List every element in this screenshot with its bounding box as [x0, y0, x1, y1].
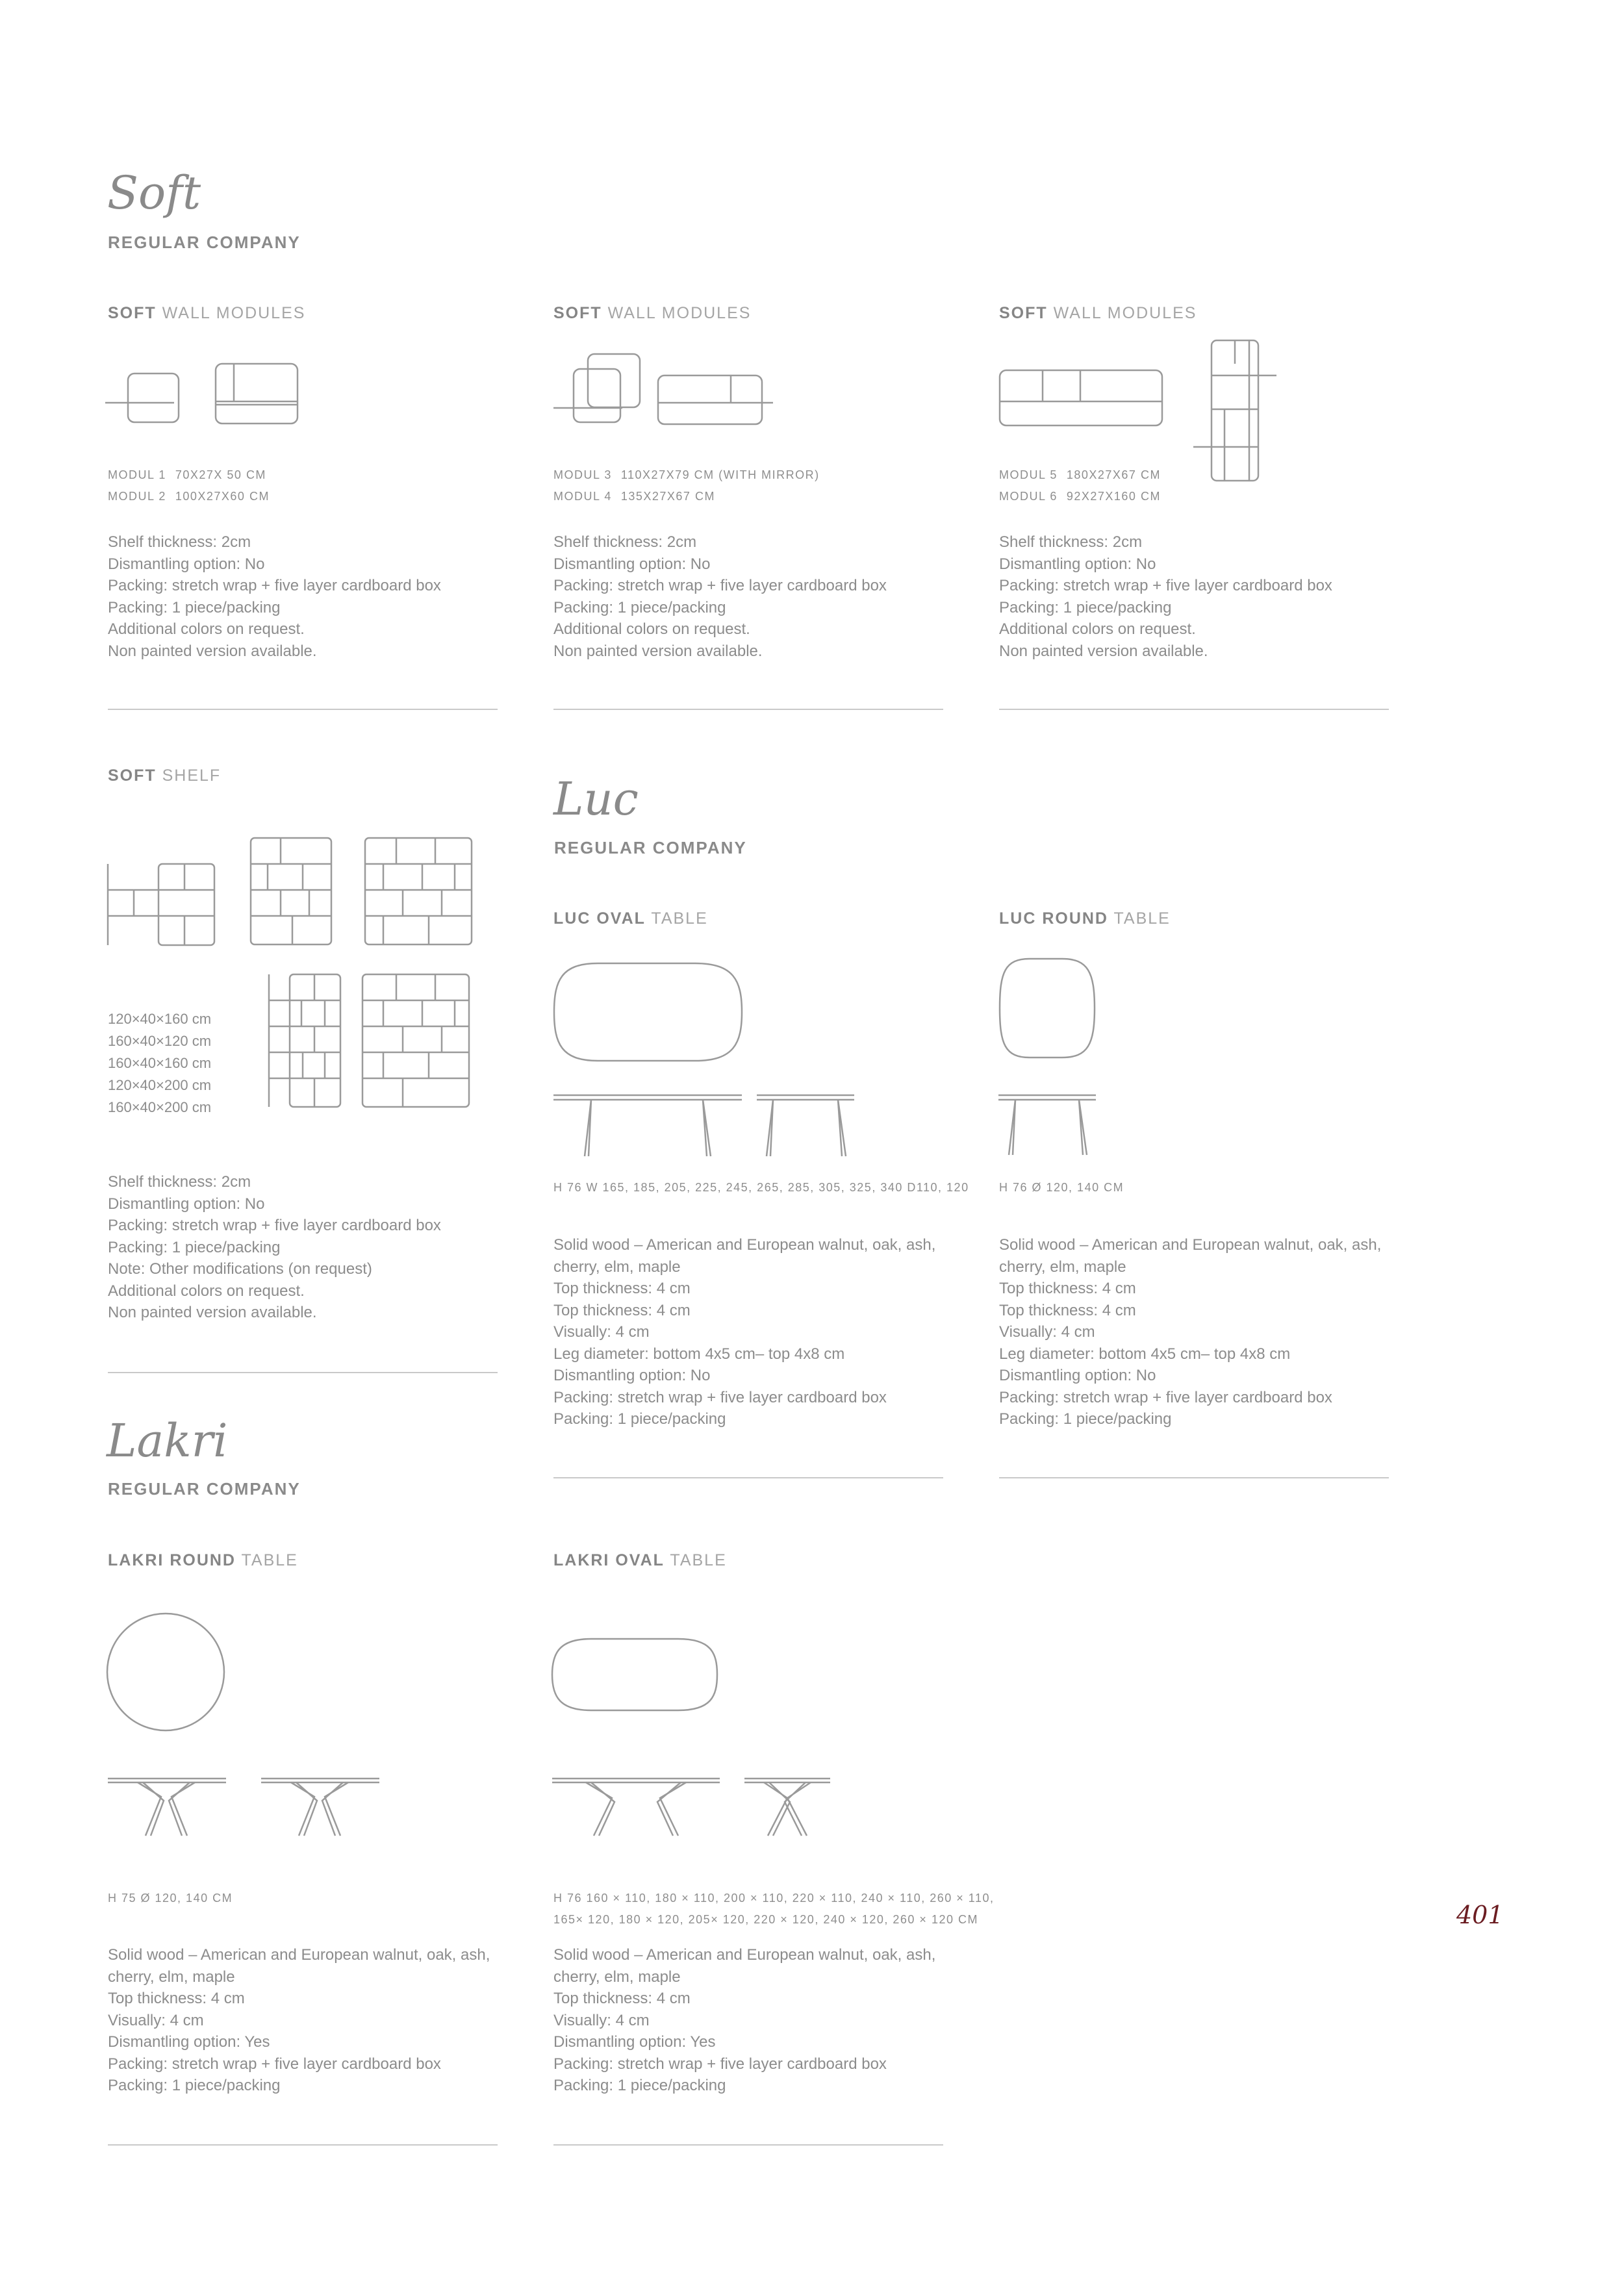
luc-company: REGULAR COMPANY	[554, 838, 747, 857]
soft-module-dims-1: MODUL 1 70X27X 50 CM MODUL 2 100X27X60 CM	[108, 468, 270, 503]
page-number: 401	[1456, 1901, 1504, 1929]
divider	[553, 709, 943, 710]
lakri-round-desc: Solid wood – American and European walnut, oak, ash, cherry, elm, maple Top thickness: 4 cm Visually: 4 cm Dismantling option: Yes Packing: stretch wrap + five layer cardboard box Packing: 1 piece/packing	[108, 1946, 490, 2094]
soft-wall-module-1-2-drawing	[104, 351, 312, 429]
soft-module-dims-3: MODUL 5 180X27X67 CM MODUL 6 92X27X160 CM	[999, 468, 1161, 503]
luc-round-heading: LUC ROUND TABLE	[999, 909, 1171, 928]
luc-oval-table-drawing	[552, 961, 864, 1163]
luc-round-desc: Solid wood – American and European walnut, oak, ash, cherry, elm, maple Top thickness: 4 cm Top thickness: 4 cm Visually: 4 cm Leg diameter: bottom 4x5 cm– top 4x8 cm Dismantling option: No Packing: stretch wrap + five layer cardboard box Packing: 1 piece/packing	[999, 1236, 1382, 1428]
divider	[553, 2144, 943, 2146]
soft-wall-module-3-4-drawing	[552, 351, 786, 435]
luc-round-table-drawing	[997, 956, 1114, 1164]
soft-shelf-sizes: 120×40×160 cm 160×40×120 cm 160×40×160 cm 120×40×200 cm 160×40×200 cm	[108, 1011, 212, 1115]
lakri-oval-table-drawing	[550, 1637, 835, 1845]
divider	[108, 709, 498, 710]
divider	[108, 1372, 498, 1373]
soft-wall-modules-heading-2: SOFT WALL MODULES	[553, 304, 752, 322]
lakri-oval-dims: H 76 160 × 110, 180 × 110, 200 × 110, 220 × 110, 240 × 110, 260 × 110, 165× 120, 180 × 120, 205× 120, 220 × 120, 240 × 120, 260 × 120 CM	[553, 1892, 995, 1926]
luc-oval-heading: LUC OVAL TABLE	[553, 909, 708, 928]
luc-round-dims: H 76 Ø 120, 140 CM	[999, 1181, 1124, 1194]
lakri-company: REGULAR COMPANY	[108, 1479, 301, 1499]
luc-oval-desc: Solid wood – American and European walnut, oak, ash, cherry, elm, maple Top thickness: 4 cm Top thickness: 4 cm Visually: 4 cm Leg diameter: bottom 4x5 cm– top 4x8 cm Dismantling option: No Packing: stretch wrap + five layer cardboard box Packing: 1 piece/packing	[553, 1236, 936, 1428]
divider	[108, 2144, 498, 2146]
lakri-oval-desc: Solid wood – American and European walnut, oak, ash, cherry, elm, maple Top thickness: 4 cm Visually: 4 cm Dismantling option: Yes Packing: stretch wrap + five layer cardboard box Packing: 1 piece/packing	[553, 1946, 936, 2094]
lakri-round-dims: H 75 Ø 120, 140 CM	[108, 1892, 233, 1905]
lakri-round-table-drawing	[104, 1611, 390, 1845]
soft-shelf-desc: Shelf thickness: 2cm Dismantling option: No Packing: stretch wrap + five layer cardboard box Packing: 1 piece/packing Note: Other modifications (on request) Additional colors on request. Non painted version available.	[108, 1173, 441, 1321]
lakri-oval-heading: LAKRI OVAL TABLE	[553, 1551, 727, 1569]
soft-wall-modules-heading-3: SOFT WALL MODULES	[999, 304, 1197, 322]
soft-wall-desc-1: Shelf thickness: 2cm Dismantling option: No Packing: stretch wrap + five layer cardboard box Packing: 1 piece/packing Additional colors on request. Non painted version available.	[108, 533, 441, 660]
soft-title: Soft	[107, 166, 201, 220]
soft-shelf-heading: SOFT SHELF	[108, 766, 222, 785]
soft-wall-desc-3: Shelf thickness: 2cm Dismantling option: No Packing: stretch wrap + five layer cardboard box Packing: 1 piece/packing Additional colors on request. Non painted version available.	[999, 533, 1332, 660]
divider	[553, 1477, 943, 1478]
soft-module-dims-2: MODUL 3 110X27X79 CM (WITH MIRROR) MODUL 4 135X27X67 CM	[553, 468, 820, 503]
lakri-title: Lakri	[107, 1414, 228, 1467]
luc-oval-dims: H 76 W 165, 185, 205, 225, 245, 265, 285, 305, 325, 340 D110, 120	[553, 1181, 969, 1194]
divider	[999, 709, 1389, 710]
lakri-round-heading: LAKRI ROUND TABLE	[108, 1551, 298, 1569]
soft-wall-modules-heading-1: SOFT WALL MODULES	[108, 304, 306, 322]
soft-company: REGULAR COMPANY	[108, 233, 301, 252]
soft-wall-desc-2: Shelf thickness: 2cm Dismantling option: No Packing: stretch wrap + five layer cardboard box Packing: 1 piece/packing Additional colors on request. Non painted version available.	[553, 533, 887, 660]
luc-title: Luc	[553, 772, 639, 826]
divider	[999, 1477, 1389, 1478]
